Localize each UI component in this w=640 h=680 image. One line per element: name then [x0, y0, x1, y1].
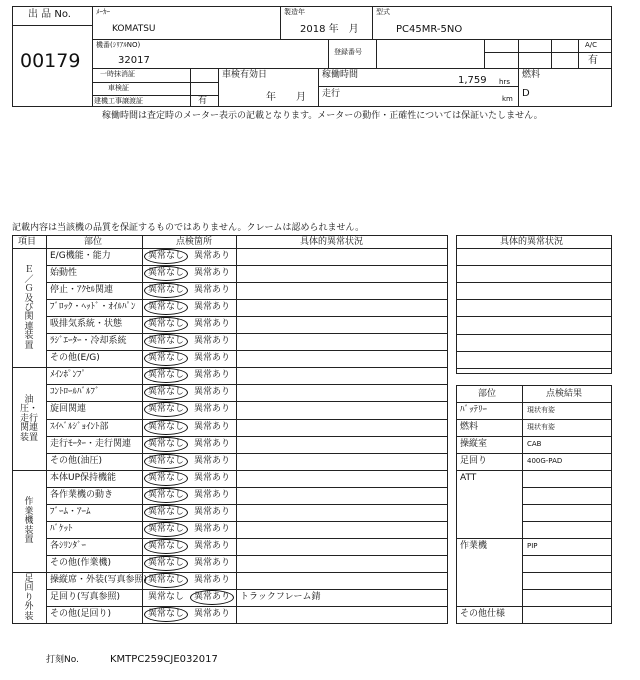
construction-cert-value: 有 — [198, 96, 208, 106]
inspection-valid-value: 年 月 — [266, 92, 306, 103]
hours-label: 稼働時間 — [322, 70, 359, 80]
part-label: ﾒｲﾝﾎﾟﾝﾌﾟ — [50, 370, 87, 381]
result-normal: 異常なし — [148, 438, 185, 449]
circle-normal-mark — [144, 283, 188, 298]
circle-normal-mark — [144, 505, 188, 520]
header-item: 項目 — [18, 237, 37, 247]
group-label: 足回り外装 — [24, 573, 34, 622]
att-label: ATT — [460, 473, 477, 483]
part-label: その他(作業機) — [50, 557, 112, 568]
result-abnormal: 異常あり — [194, 370, 231, 381]
circle-normal-mark — [144, 420, 188, 435]
result-abnormal: 異常あり — [194, 506, 231, 517]
lot-number: 00179 — [20, 50, 81, 72]
result-abnormal: 異常あり — [194, 438, 231, 449]
header-part: 部位 — [84, 237, 103, 247]
part-label: E/G機能・能力 — [50, 251, 111, 261]
hours-note: 稼働時間は査定時のメーター表示の記載となります。メーターの動作・正確性については保証いたしません。 — [102, 111, 543, 121]
spec-part: 足回り — [460, 456, 488, 466]
maker-value: KOMATSU — [112, 24, 156, 34]
temp-cancel-label: 一時抹消証 — [100, 70, 135, 78]
result-abnormal: 異常あり — [194, 387, 231, 398]
detail-text: トラックフレーム錆 — [240, 592, 321, 602]
part-label: 各ｼﾘﾝﾀﾞｰ — [50, 540, 87, 551]
part-label: 操縦席・外装(写真参照) — [50, 574, 148, 585]
part-label: その他(足回り) — [50, 609, 112, 620]
result-normal: 異常なし — [148, 506, 185, 517]
result-abnormal: 異常あり — [194, 489, 231, 500]
result-normal: 異常なし — [148, 523, 185, 534]
work-value: PIP — [527, 542, 538, 550]
spec-header-part: 部位 — [478, 389, 497, 399]
construction-cert-label: 建機工事譲渡証 — [94, 97, 143, 105]
part-label: ﾊﾞｹｯﾄ — [50, 523, 73, 534]
result-abnormal: 異常あり — [194, 268, 231, 279]
spec-part: 操縦室 — [460, 439, 488, 449]
result-normal: 異常なし — [148, 489, 185, 500]
right-details-table — [456, 235, 612, 374]
part-label: 本体UP保持機能 — [50, 472, 117, 483]
disclaimer: 記載内容は当該機の品質を保証するものではありません。クレームは認められません。 — [12, 223, 365, 233]
part-label: その他(E/G) — [50, 353, 100, 364]
part-label: 各作業機の動き — [50, 489, 114, 500]
result-normal: 異常なし — [148, 353, 185, 364]
circle-normal-mark — [144, 556, 188, 571]
header-details: 具体的異常状況 — [300, 237, 364, 247]
right-details-header: 具体的異常状況 — [500, 237, 564, 247]
result-normal: 異常なし — [148, 609, 185, 620]
result-abnormal: 異常あり — [194, 592, 231, 602]
spec-value: 現状有姿 — [527, 423, 555, 431]
result-abnormal: 異常あり — [194, 353, 231, 364]
result-normal: 異常なし — [148, 336, 185, 347]
header-check: 点検箇所 — [176, 237, 213, 247]
circle-normal-mark — [144, 437, 188, 452]
result-normal: 異常なし — [148, 540, 185, 551]
fuel-label: 燃料 — [522, 70, 541, 80]
maker-label: ﾒｰｶｰ — [96, 8, 110, 16]
inspection-valid-label: 車検有効日 — [222, 70, 268, 80]
part-label: ｽｲﾍﾞﾙｼﾞｮｲﾝﾄ部 — [50, 421, 109, 432]
result-normal: 異常なし — [148, 592, 185, 602]
circle-abnormal-mark — [190, 590, 234, 605]
result-normal: 異常なし — [148, 285, 185, 296]
circle-normal-mark — [144, 488, 188, 503]
lot-label: 出 品 No. — [28, 9, 71, 20]
result-normal: 異常なし — [148, 472, 185, 483]
group-label: 油圧・走行関連装置 — [20, 394, 39, 443]
registration-label: 登録番号 — [334, 48, 362, 56]
circle-normal-mark — [144, 539, 188, 554]
result-abnormal: 異常あり — [194, 251, 231, 261]
result-abnormal: 異常あり — [194, 404, 231, 415]
circle-normal-mark — [144, 607, 188, 622]
part-label: ﾗｼﾞｴｰﾀｰ・冷却系統 — [50, 336, 127, 347]
stamp-value: KMTPC259CJE032017 — [110, 654, 218, 665]
result-abnormal: 異常あり — [194, 540, 231, 551]
result-normal: 異常なし — [148, 302, 185, 313]
result-abnormal: 異常あり — [194, 523, 231, 534]
part-label: ﾌﾞﾛｯｸ・ﾍｯﾄﾞ・ｵｲﾙﾊﾟﾝ — [50, 302, 136, 313]
ac-value: 有 — [588, 55, 598, 66]
result-abnormal: 異常あり — [194, 319, 231, 330]
serial-label: 機番(ｼﾘｱﾙNO) — [96, 41, 141, 49]
result-normal: 異常なし — [148, 251, 185, 261]
result-abnormal: 異常あり — [194, 574, 231, 585]
run-label: 走行 — [322, 89, 341, 99]
hours-value: 1,759 — [458, 75, 487, 86]
year-value: 2018 年 月 — [300, 24, 359, 35]
circle-normal-mark — [144, 249, 188, 264]
spec-value: CAB — [527, 440, 542, 448]
result-abnormal: 異常あり — [194, 472, 231, 483]
fuel-value: D — [522, 88, 530, 99]
part-label: その他(油圧) — [50, 455, 103, 466]
part-label: ｺﾝﾄﾛｰﾙﾊﾞﾙﾌﾞ — [50, 387, 100, 398]
vehicle-cert-label: 車検証 — [108, 84, 129, 92]
part-label: 旋回関連 — [50, 404, 87, 415]
part-label: 足回り(写真参照) — [50, 592, 121, 602]
result-normal: 異常なし — [148, 319, 185, 330]
model-value: PC45MR-5NO — [396, 24, 463, 35]
part-label: 走行ﾓｰﾀｰ・走行関連 — [50, 438, 132, 449]
result-abnormal: 異常あり — [194, 557, 231, 568]
ac-label: A/C — [585, 41, 598, 49]
model-label: 型式 — [376, 8, 390, 16]
km-unit: km — [502, 95, 513, 103]
result-abnormal: 異常あり — [194, 421, 231, 432]
spec-value: 400G-PAD — [527, 457, 563, 465]
part-label: 吸排気系統・状態 — [50, 319, 123, 330]
circle-normal-mark — [144, 471, 188, 486]
result-abnormal: 異常あり — [194, 609, 231, 620]
year-label: 製造年 — [284, 8, 305, 16]
circle-normal-mark — [144, 522, 188, 537]
spec-value: 現状有姿 — [527, 406, 555, 414]
part-label: ﾌﾞｰﾑ・ｱｰﾑ — [50, 506, 91, 517]
other-spec-label: その他仕様 — [460, 609, 506, 619]
result-normal: 異常なし — [148, 421, 185, 432]
stamp-label: 打刻No. — [46, 655, 79, 665]
circle-normal-mark — [144, 266, 188, 281]
result-abnormal: 異常あり — [194, 455, 231, 466]
spec-header-result: 点検結果 — [546, 389, 583, 399]
circle-normal-mark — [144, 573, 188, 588]
result-abnormal: 異常あり — [194, 302, 231, 313]
result-normal: 異常なし — [148, 387, 185, 398]
spec-part: 燃料 — [460, 422, 479, 432]
result-normal: 異常なし — [148, 455, 185, 466]
result-normal: 異常なし — [148, 268, 185, 279]
part-label: 停止・ｱｸｾﾙ関連 — [50, 285, 114, 296]
result-normal: 異常なし — [148, 574, 185, 585]
serial-value: 32017 — [118, 55, 150, 66]
hours-unit: hrs — [499, 78, 510, 86]
result-normal: 異常なし — [148, 557, 185, 568]
result-normal: 異常なし — [148, 404, 185, 415]
work-label: 作業機 — [460, 541, 488, 551]
result-abnormal: 異常あり — [194, 336, 231, 347]
part-label: 始動性 — [50, 268, 78, 279]
group-label: Ｅ／Ｇ及び関連装置 — [24, 265, 34, 351]
group-label: 作業機装置 — [24, 497, 34, 545]
result-abnormal: 異常あり — [194, 285, 231, 296]
result-normal: 異常なし — [148, 370, 185, 381]
circle-normal-mark — [144, 454, 188, 469]
spec-part: ﾊﾞｯﾃﾘｰ — [460, 405, 488, 415]
